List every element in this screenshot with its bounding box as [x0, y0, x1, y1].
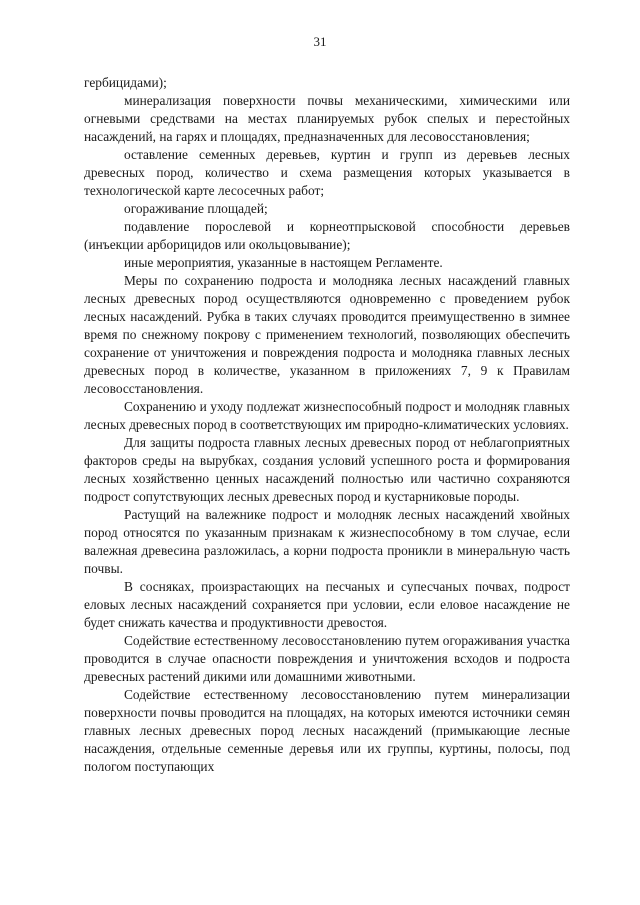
paragraph: Для защиты подроста главных лесных древесных пород от неблагоприятных факторов среды на вырубках, создания условий успешного роста и формирования лесных хозяйственно ценных насаждений полностью или частично сохраняются подрост сопутствующих лесных древесных пород и кустарниковые породы. — [84, 435, 570, 504]
paragraph: Содействие естественному лесовосстановлению путем минерализации поверхности почвы проводится на площадях, на которых имеются источники семян главных лесных древесных пород лесных насаждений (примыкающие лесные насаждения, отдельные семенные деревья или их группы, куртины, полосы, под пологом поступающих — [84, 687, 570, 774]
paragraph: иные мероприятия, указанные в настоящем Регламенте. — [124, 255, 443, 270]
paragraph: оставление семенных деревьев, куртин и групп из деревьев лесных древесных пород, количество и схема размещения которых указывается в технологической карте лесосечных работ; — [84, 147, 570, 198]
paragraph: Содействие естественному лесовосстановлению путем огораживания участка проводится в случае опасности повреждения и уничтожения всходов и подроста древесных растений дикими или домашними животными. — [84, 633, 570, 684]
page-number: 31 — [313, 34, 327, 49]
paragraph: Меры по сохранению подроста и молодняка лесных насаждений главных лесных древесных пород осуществляются одновременно с проведением рубок лесных насаждений. Рубка в таких случаях проводится преимущественно в зимнее время по снежному покрову с применением технологий, позволяющих обеспечить сохранение от уничтожения и повреждения подроста и молодняка главных лесных древесных пород в количестве, указанном в приложениях 7, 9 к Правилам лесовосстановления. — [84, 273, 570, 396]
paragraph: Растущий на валежнике подрост и молодняк лесных насаждений хвойных пород относятся по указанным признакам к жизнеспособному в том случае, если валежная древесина разложилась, а корни подроста проникли в минеральную часть почвы. — [84, 507, 570, 576]
paragraph: гербицидами); — [84, 75, 167, 90]
paragraph: Сохранению и уходу подлежат жизнеспособный подрост и молодняк главных лесных древесных пород в соответствующих им природно-климатических условиях. — [84, 399, 570, 432]
paragraph: В сосняках, произрастающих на песчаных и супесчаных почвах, подрост еловых лесных насаждений сохраняется при условии, если еловое насаждение не будет снижать качества и продуктивности древостоя. — [84, 579, 570, 630]
document-body — [84, 74, 570, 776]
paragraph: огораживание площадей; — [124, 201, 268, 216]
paragraph: подавление порослевой и корнеотпрысковой способности деревьев (инъекции арборицидов или окольцовывание); — [84, 219, 570, 252]
paragraph: минерализация поверхности почвы механическими, химическими или огневыми средствами на местах планируемых рубок спелых и перестойных насаждений, на гарях и площадях, предназначенных для лесовосстановления; — [84, 93, 570, 144]
